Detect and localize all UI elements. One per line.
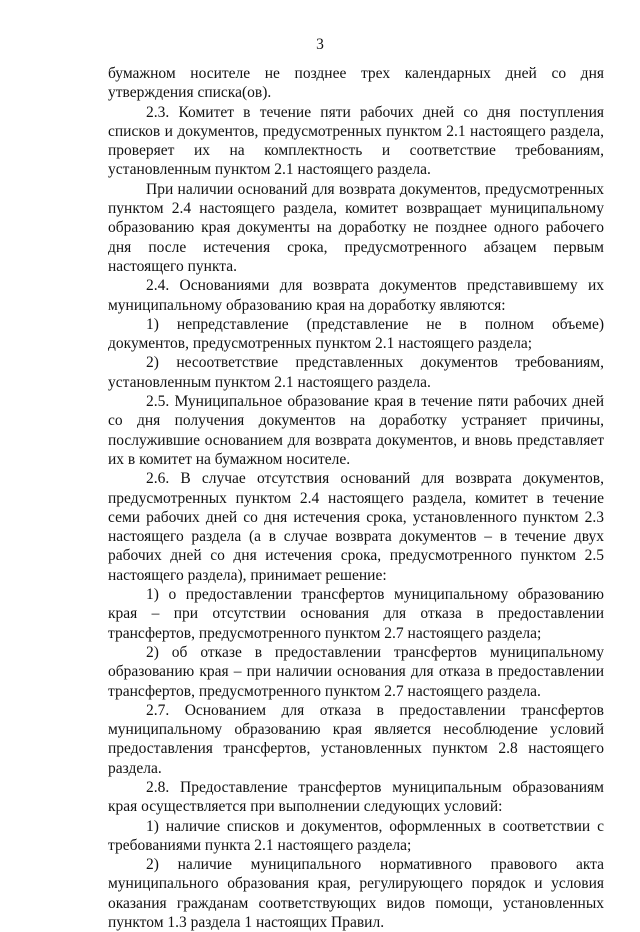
document-body — [108, 64, 604, 932]
paragraph-continuation: бумажном носителе не позднее трех календарных дней со дня утверждения списка(ов). — [108, 65, 604, 102]
paragraph-2-7: 2.7. Основанием для отказа в предоставлении трансфертов муниципальному образованию края является несоблюдение условий предоставления трансфертов, установленных пунктом 2.8 настоящего раздела. — [108, 701, 604, 777]
paragraph-2-8-item-1: 1) наличие списков и документов, оформленных в соответствии с требованиями пункта 2.1 настоящего раздела; — [108, 817, 604, 854]
paragraph-2-4: 2.4. Основаниями для возврата документов представившему их муниципальному образованию края на доработку являются: — [108, 277, 604, 314]
paragraph-2-6-item-2: 2) об отказе в предоставлении трансфертов муниципальному образованию края – при наличии основания для отказа в предоставлении трансфертов, предусмотренного пунктом 2.7 настоящего раздела. — [108, 643, 604, 700]
paragraph-2-3: 2.3. Комитет в течение пяти рабочих дней со дня поступления списков и документов, предусмотренных пунктом 2.1 настоящего раздела, проверяет их на комплектность и соответствие требованиям, установленным пунктом 2.1 настоящего раздела. — [108, 103, 604, 179]
paragraph-2-8: 2.8. Предоставление трансфертов муниципальным образованиям края осуществляется при выполнении следующих условий: — [108, 778, 604, 816]
paragraph-2-5: 2.5. Муниципальное образование края в течение пяти рабочих дней со дня получения документов на доработку устраняет причины, послужившие основанием для возврата документов, и вновь представляет их в комитет на бумажном носителе. — [108, 393, 604, 468]
paragraph-2-4-item-2: 2) несоответствие представленных документов требованиям, установленным пунктом 2.1 настоящего раздела. — [108, 354, 604, 391]
page-number: 3 — [316, 36, 324, 53]
paragraph-2-3-return: При наличии оснований для возврата документов, предусмотренных пунктом 2.4 настоящего раздела, комитет возвращает муниципальному образованию края документы на доработку не позднее одного рабочего дня после истечения срока, предусмотренного абзацем первым настоящего пункта. — [108, 180, 604, 275]
paragraph-2-6: 2.6. В случае отсутствия оснований для возврата документов, предусмотренных пунктом 2.4 настоящего раздела, комитет в течение семи рабочих дней со дня истечения срока, установленного пунктом 2.3 настоящего раздела (а в случае возврата документов – в течение двух рабочих дней со дня истечения срока, предусмотренного пунктом 2.5 настоящего раздела), принимает решение: — [108, 470, 604, 584]
paragraph-2-4-item-1: 1) непредставление (представление не в полном объеме) документов, предусмотренных пунктом 2.1 настоящего раздела; — [108, 315, 604, 353]
paragraph-2-6-item-1: 1) о предоставлении трансфертов муниципальному образованию края – при отсутствии основания для отказа в предоставлении трансфертов, предусмотренного пунктом 2.7 настоящего раздела; — [108, 586, 604, 642]
paragraph-2-8-item-2: 2) наличие муниципального нормативного правового акта муниципального образования края, регулирующего порядок и условия оказания гражданам соответствующих видов помощи, установленных пунктом 1.3 раздела 1 настоящих Правил. — [108, 856, 604, 932]
